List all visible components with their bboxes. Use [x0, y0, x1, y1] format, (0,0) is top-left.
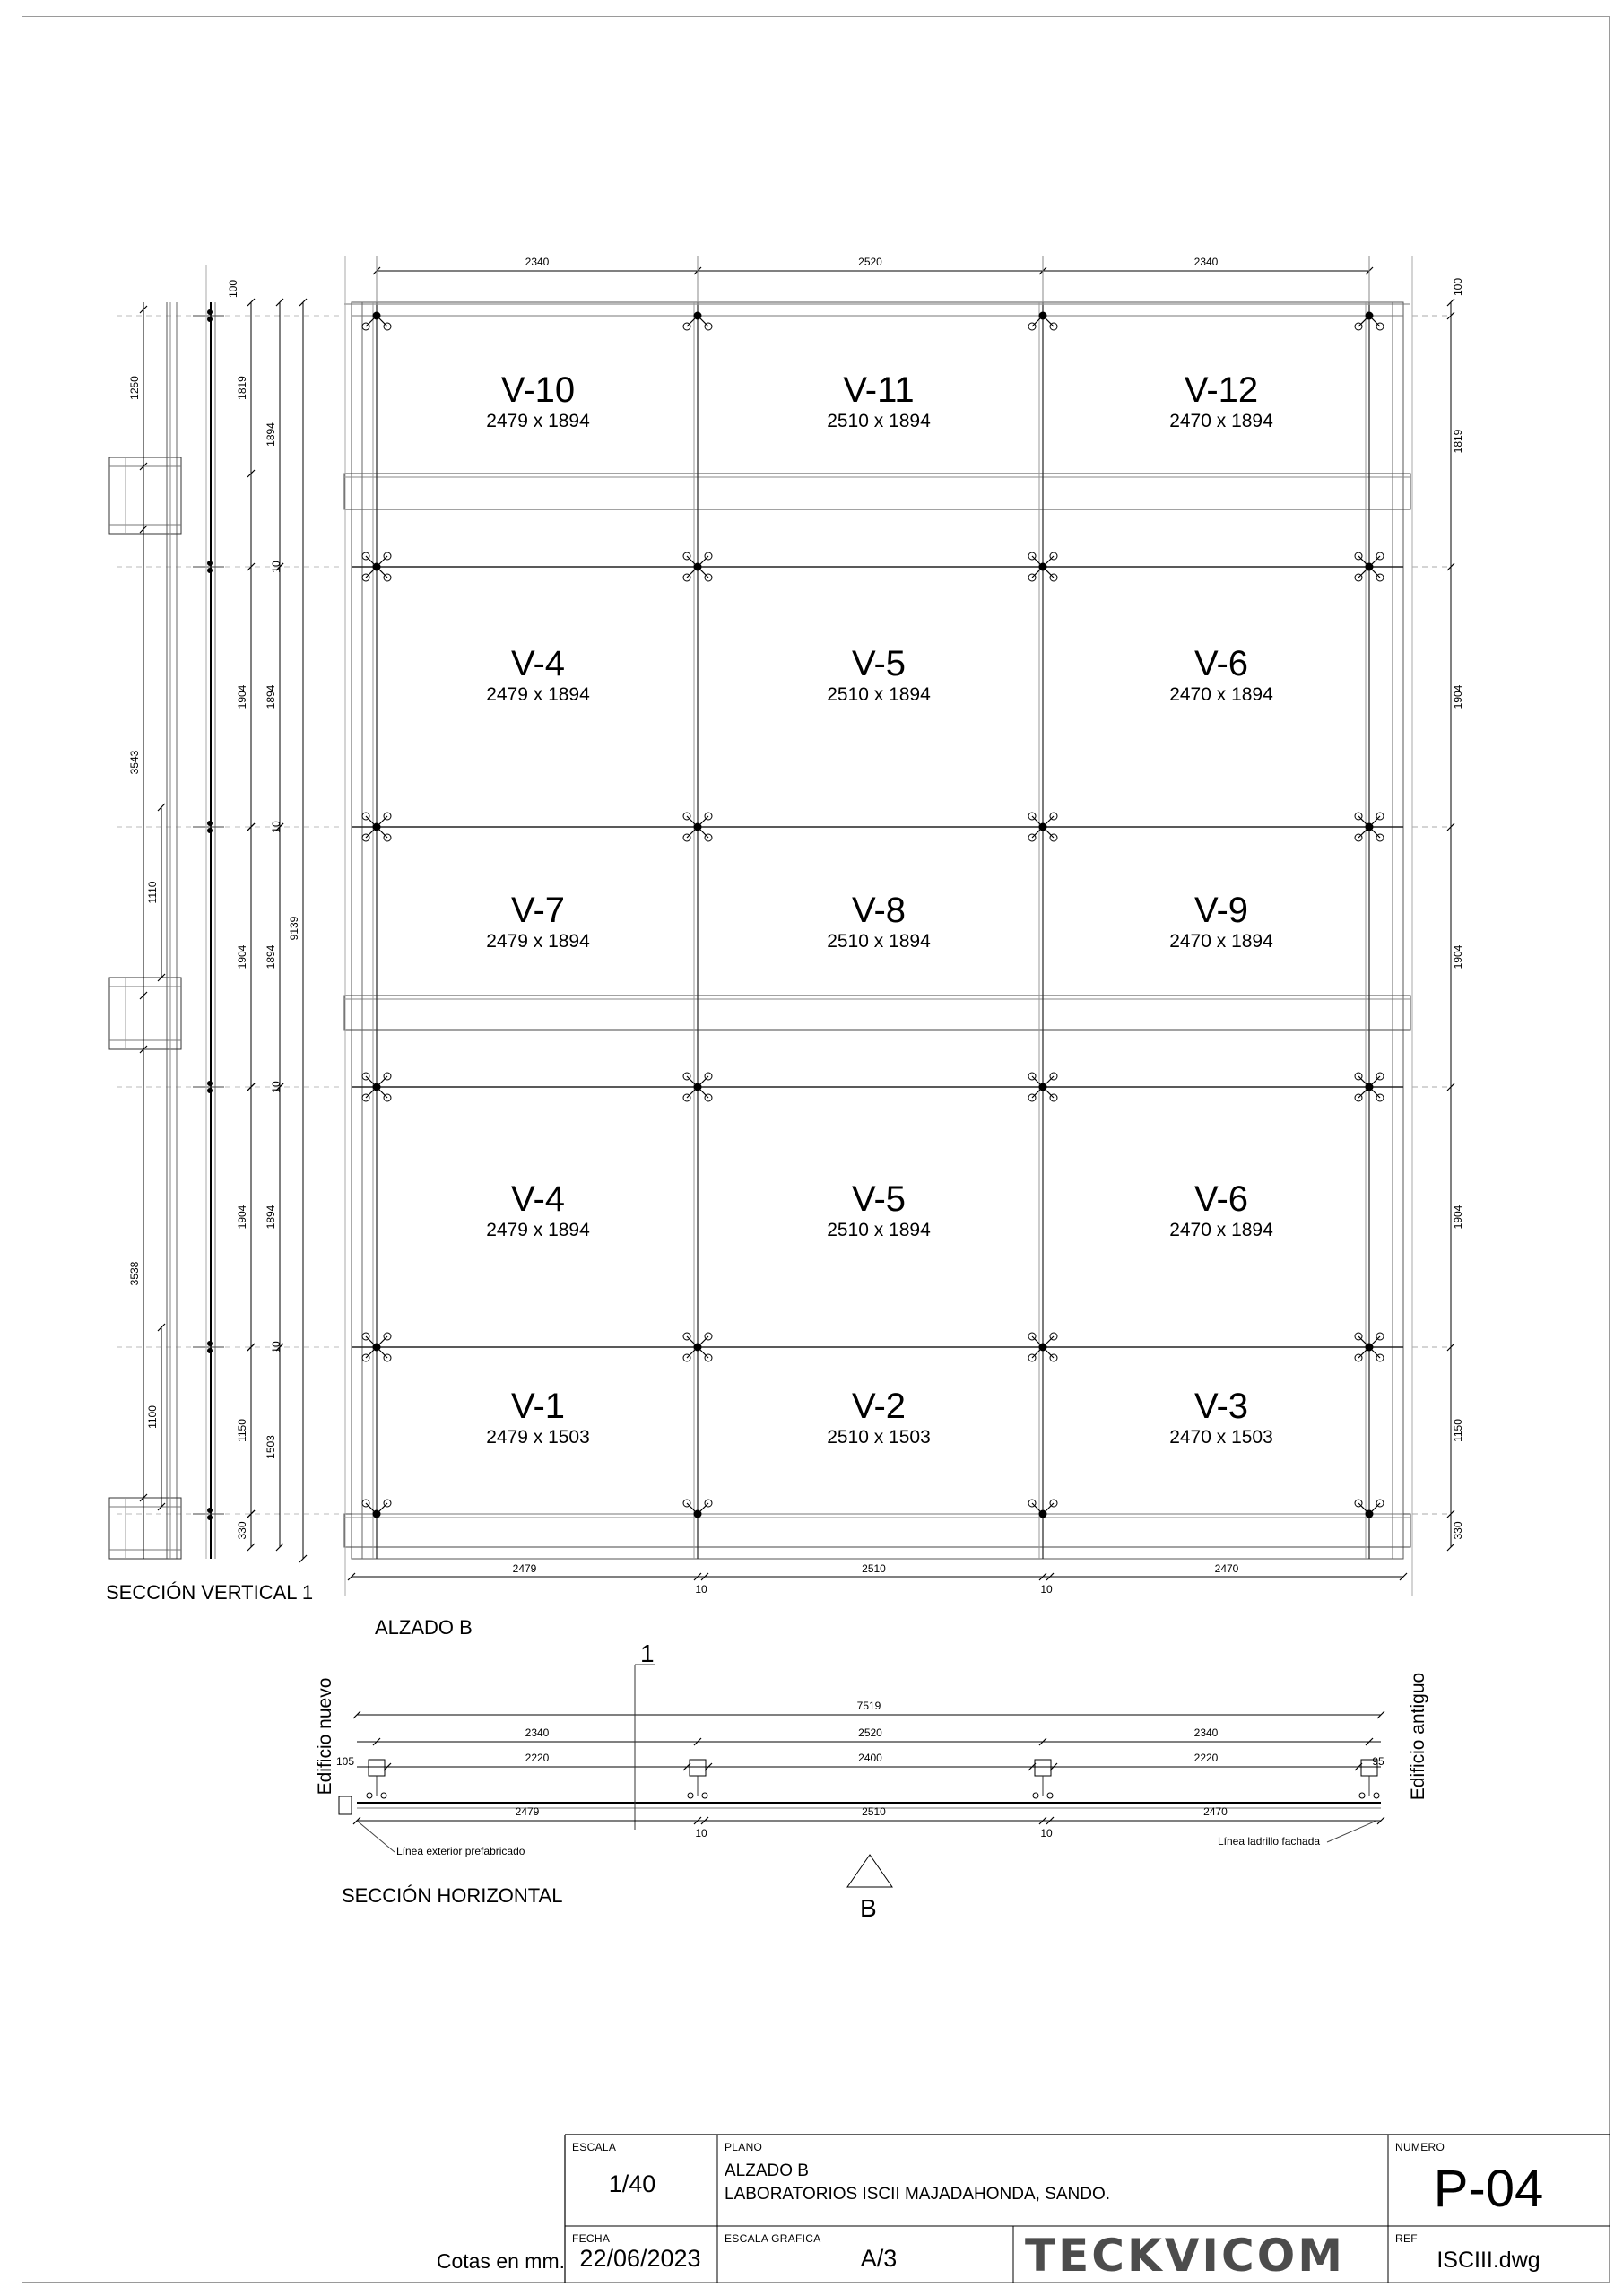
spider-arm	[687, 1503, 698, 1514]
spider-arm	[698, 1347, 708, 1358]
spider-arm	[366, 827, 377, 838]
spider-arm	[698, 316, 708, 326]
fixing-bolt-icon	[208, 829, 213, 833]
spider-arm	[366, 1347, 377, 1358]
fixing-point-icon	[1047, 1793, 1053, 1798]
spider-arm	[1358, 827, 1369, 838]
spider-arm	[687, 1336, 698, 1347]
pane-id: V-5	[851, 1179, 907, 1219]
pane-size: 2510 x 1894	[827, 931, 931, 952]
spider-arm	[377, 556, 387, 567]
dimension-label: 2340	[525, 1726, 550, 1739]
pane-size: 2510 x 1894	[827, 411, 931, 431]
spider-arm	[687, 1076, 698, 1087]
spider-arm	[377, 1347, 387, 1358]
spider-arm	[698, 567, 708, 578]
dimension-label: 2510	[862, 1562, 886, 1575]
glass-pane-label	[717, 1387, 1040, 1449]
spider-arm	[1043, 1336, 1054, 1347]
plano-label: PLANO	[725, 2141, 763, 2153]
spider-arm	[687, 1087, 698, 1098]
glass-pane-label	[377, 370, 699, 433]
spider-arm	[366, 1503, 377, 1514]
spider-arm	[1358, 1087, 1369, 1098]
steel-post-icon	[369, 1760, 385, 1776]
fixing-point-icon	[1033, 1793, 1038, 1798]
elevation-title: ALZADO B	[375, 1616, 473, 1639]
spider-arm	[1358, 316, 1369, 326]
spider-arm	[687, 816, 698, 827]
spider-arm	[1032, 1336, 1043, 1347]
plano-line2: LABORATORIOS ISCII MAJADAHONDA, SANDO.	[725, 2185, 1111, 2204]
fecha-label: FECHA	[572, 2232, 611, 2245]
dimension-label: 9139	[288, 916, 300, 941]
fixing-bolt-icon	[208, 1349, 213, 1353]
escala-grafica-label: ESCALA GRAFICA	[725, 2232, 821, 2245]
fixing-bolt-icon	[208, 1342, 213, 1346]
spider-arm	[1369, 556, 1380, 567]
spider-arm	[377, 1336, 387, 1347]
spider-arm	[366, 1336, 377, 1347]
dimension-label: 1150	[236, 1419, 248, 1442]
prefab-edge-icon	[339, 1796, 352, 1814]
teckvicom-logo: TECKVICOM	[1025, 2230, 1345, 2282]
dimension-label: 2470	[1203, 1805, 1228, 1818]
spider-arm	[1043, 556, 1054, 567]
spider-arm	[698, 1076, 708, 1087]
pane-id: V-10	[500, 370, 576, 410]
fecha-value: 22/06/2023	[579, 2245, 701, 2272]
dimension-label: 330	[236, 1521, 248, 1540]
dimension-label: 2479	[512, 1562, 537, 1575]
spider-arm	[1369, 816, 1380, 827]
dimension-label: 3543	[128, 750, 141, 775]
glass-pane-label	[717, 891, 1040, 953]
fixing-bolt-icon	[208, 1516, 213, 1520]
dimension-label: 10	[270, 1341, 282, 1353]
dimension-label: 1904	[1452, 1205, 1464, 1230]
spider-arm	[698, 1503, 708, 1514]
spider-arm	[698, 816, 708, 827]
spider-arm	[1043, 816, 1054, 827]
steel-post-icon	[690, 1760, 706, 1776]
spider-arm	[1369, 1087, 1380, 1098]
dimension-label: 2510	[862, 1805, 886, 1818]
escala-label: ESCALA	[572, 2141, 617, 2153]
dimension-label: 1819	[1452, 429, 1464, 454]
ref-value: ISCIII.dwg	[1436, 2248, 1541, 2273]
fixing-bolt-icon	[208, 822, 213, 826]
spider-arm	[1358, 1076, 1369, 1087]
dimension-label: 1110	[146, 881, 159, 904]
pane-id: V-6	[1193, 1179, 1249, 1219]
glass-pane-label	[1060, 644, 1383, 707]
pane-size: 2479 x 1894	[486, 684, 590, 705]
fixing-bolt-icon	[208, 317, 213, 322]
glass-pane-label	[377, 644, 699, 707]
dimension-label: 10	[270, 561, 282, 573]
left-building-label: Edificio nuevo	[315, 1677, 335, 1796]
dimension-label: 1904	[236, 1205, 248, 1230]
spider-arm	[1032, 556, 1043, 567]
dimension-label: 2220	[1193, 1752, 1219, 1764]
spider-arm	[1358, 556, 1369, 567]
spider-arm	[1043, 567, 1054, 578]
fixing-point-icon	[367, 1793, 372, 1798]
slab-band	[344, 474, 1410, 509]
dimension-label: 10	[695, 1827, 707, 1839]
pane-size: 2479 x 1894	[486, 411, 590, 431]
glass-pane-label	[377, 891, 699, 953]
spider-arm	[1369, 827, 1380, 838]
fixing-point-icon	[1359, 1793, 1365, 1798]
pane-id: V-6	[1193, 644, 1249, 683]
pane-id: V-3	[1193, 1387, 1249, 1426]
dimension-label: 2479	[515, 1805, 540, 1818]
dimension-label: 2520	[858, 1726, 882, 1739]
fixing-bolt-icon	[208, 561, 213, 566]
dimension-label: 1904	[1452, 944, 1464, 970]
spider-arm	[698, 827, 708, 838]
horizontal-section-title: SECCIÓN HORIZONTAL	[342, 1884, 563, 1907]
dimension-label: 1100	[146, 1405, 159, 1429]
glass-pane-label	[377, 1179, 699, 1242]
spider-arm	[1369, 1336, 1380, 1347]
pane-size: 2470 x 1894	[1169, 1220, 1273, 1240]
note-brick-line: Línea ladrillo fachada	[1218, 1835, 1321, 1848]
dimension-label: 2400	[858, 1752, 882, 1764]
fixing-bolt-icon	[208, 1509, 213, 1513]
dimension-label: 95	[1372, 1755, 1384, 1768]
numero-label: NUMERO	[1395, 2141, 1445, 2153]
pane-id: V-12	[1184, 370, 1259, 410]
fixing-bolt-icon	[208, 1089, 213, 1093]
spider-arm	[377, 1076, 387, 1087]
ref-label: REF	[1395, 2232, 1418, 2245]
spider-arm	[1032, 1347, 1043, 1358]
dimension-label: 1904	[236, 684, 248, 709]
glass-pane-label	[717, 1179, 1040, 1242]
spider-arm	[1032, 1503, 1043, 1514]
dimension-label: 2220	[525, 1752, 550, 1764]
spider-arm	[366, 816, 377, 827]
spider-arm	[377, 316, 387, 326]
plano-line1: ALZADO B	[725, 2161, 809, 2180]
glass-pane-label	[1060, 891, 1383, 953]
dimension-label: 1894	[265, 1205, 277, 1230]
spider-arm	[1358, 1336, 1369, 1347]
dimension-label: 2340	[525, 256, 550, 268]
spider-arm	[1043, 1503, 1054, 1514]
spider-arm	[687, 556, 698, 567]
escala-grafica-value: A/3	[860, 2245, 898, 2272]
dimension-label: 10	[1040, 1827, 1053, 1839]
vertical-section-title: SECCIÓN VERTICAL 1	[106, 1581, 314, 1604]
glass-pane-label	[1060, 1179, 1383, 1242]
spider-arm	[1043, 1347, 1054, 1358]
dimension-label: 1894	[265, 944, 277, 970]
dimension-label: 2470	[1214, 1562, 1239, 1575]
pane-id: V-2	[851, 1387, 907, 1426]
pane-id: V-9	[1193, 891, 1249, 930]
dimension-label: 10	[270, 821, 282, 833]
view-direction-triangle-icon	[847, 1855, 892, 1887]
dimension-label: 7519	[856, 1700, 881, 1712]
spider-arm	[1032, 1087, 1043, 1098]
pane-size: 2510 x 1894	[827, 684, 931, 705]
pane-size: 2510 x 1503	[827, 1427, 931, 1448]
dimension-label: 330	[1452, 1521, 1464, 1540]
pane-size: 2510 x 1894	[827, 1220, 931, 1240]
spider-arm	[1358, 1347, 1369, 1358]
pane-id: V-7	[510, 891, 566, 930]
dimension-label: 1150	[1452, 1419, 1464, 1442]
pane-id: V-4	[510, 644, 566, 683]
spider-arm	[366, 1076, 377, 1087]
spider-arm	[377, 816, 387, 827]
pane-size: 2479 x 1894	[486, 1220, 590, 1240]
dimension-label: 1904	[236, 944, 248, 970]
spider-arm	[698, 1087, 708, 1098]
fixing-point-icon	[1374, 1793, 1379, 1798]
glass-pane-label	[717, 644, 1040, 707]
spider-arm	[366, 1087, 377, 1098]
spider-arm	[1043, 316, 1054, 326]
pane-size: 2479 x 1894	[486, 931, 590, 952]
fixing-bolt-icon	[208, 569, 213, 573]
dimension-label: 2340	[1193, 1726, 1219, 1739]
numero-value: P-04	[1433, 2160, 1544, 2218]
spider-arm	[1358, 567, 1369, 578]
spider-arm	[687, 1347, 698, 1358]
spider-arm	[687, 827, 698, 838]
glass-pane-label	[377, 1387, 699, 1449]
glass-pane-label	[717, 370, 1040, 433]
slab-band	[344, 996, 1410, 1030]
spider-arm	[366, 567, 377, 578]
spider-arm	[377, 567, 387, 578]
spider-arm	[1032, 1076, 1043, 1087]
dimension-label: 100	[1452, 277, 1464, 297]
pane-id: V-11	[843, 370, 915, 410]
fixing-bolt-icon	[208, 1082, 213, 1086]
spider-arm	[1032, 567, 1043, 578]
pane-id: V-1	[510, 1387, 566, 1426]
pane-size: 2479 x 1503	[486, 1427, 590, 1448]
spider-arm	[1043, 1087, 1054, 1098]
dimension-label: 1503	[265, 1435, 277, 1459]
dimension-label: 1894	[265, 422, 277, 447]
spider-arm	[377, 1087, 387, 1098]
spider-arm	[1358, 1503, 1369, 1514]
spider-arm	[1032, 316, 1043, 326]
dimension-label: 100	[227, 279, 239, 299]
spider-arm	[1043, 1076, 1054, 1087]
spider-arm	[1032, 816, 1043, 827]
pane-size: 2470 x 1894	[1169, 684, 1273, 705]
drawing-line	[1327, 1821, 1376, 1842]
spider-arm	[1032, 827, 1043, 838]
spider-arm	[366, 556, 377, 567]
fixing-point-icon	[702, 1793, 707, 1798]
pane-id: V-8	[851, 891, 907, 930]
dimension-label: 2340	[1193, 256, 1219, 268]
section-mark-label: 1	[640, 1639, 655, 1667]
dimension-label: 1819	[236, 376, 248, 400]
view-mark-label: B	[860, 1894, 877, 1922]
spider-arm	[1043, 827, 1054, 838]
dimension-label: 1904	[1452, 684, 1464, 709]
dimension-label: 1250	[128, 376, 141, 400]
note-prefab-line: Línea exterior prefabricado	[396, 1845, 525, 1857]
spider-arm	[698, 556, 708, 567]
spider-arm	[377, 1503, 387, 1514]
spider-arm	[687, 567, 698, 578]
slab-band	[344, 1514, 1410, 1547]
cotas-note: Cotas en mm.	[436, 2249, 565, 2273]
spider-arm	[1369, 1076, 1380, 1087]
spider-arm	[1369, 316, 1380, 326]
dimension-label: 105	[335, 1755, 355, 1768]
fixing-bolt-icon	[208, 310, 213, 315]
spider-arm	[687, 316, 698, 326]
spider-arm	[1369, 1503, 1380, 1514]
escala-value: 1/40	[608, 2170, 656, 2197]
pane-size: 2470 x 1894	[1169, 931, 1273, 952]
dimension-label: 10	[270, 1081, 282, 1093]
glass-pane-label	[1060, 370, 1383, 433]
spider-arm	[366, 316, 377, 326]
pane-id: V-4	[510, 1179, 566, 1219]
fixing-point-icon	[381, 1793, 386, 1798]
dimension-label: 10	[695, 1583, 707, 1596]
glass-pane-label	[1060, 1387, 1383, 1449]
spider-arm	[1369, 1347, 1380, 1358]
right-building-label: Edificio antiguo	[1408, 1672, 1428, 1801]
spider-arm	[1369, 567, 1380, 578]
dimension-label: 10	[1040, 1583, 1053, 1596]
pane-size: 2470 x 1503	[1169, 1427, 1273, 1448]
dimension-label: 2520	[858, 256, 882, 268]
dimension-label: 1894	[265, 684, 277, 709]
pane-id: V-5	[851, 644, 907, 683]
dimension-label: 3538	[128, 1261, 141, 1286]
spider-arm	[1358, 816, 1369, 827]
drawing-line	[357, 1821, 395, 1852]
spider-arm	[377, 827, 387, 838]
fixing-point-icon	[688, 1793, 693, 1798]
pane-size: 2470 x 1894	[1169, 411, 1273, 431]
spider-arm	[698, 1336, 708, 1347]
steel-post-icon	[1035, 1760, 1051, 1776]
